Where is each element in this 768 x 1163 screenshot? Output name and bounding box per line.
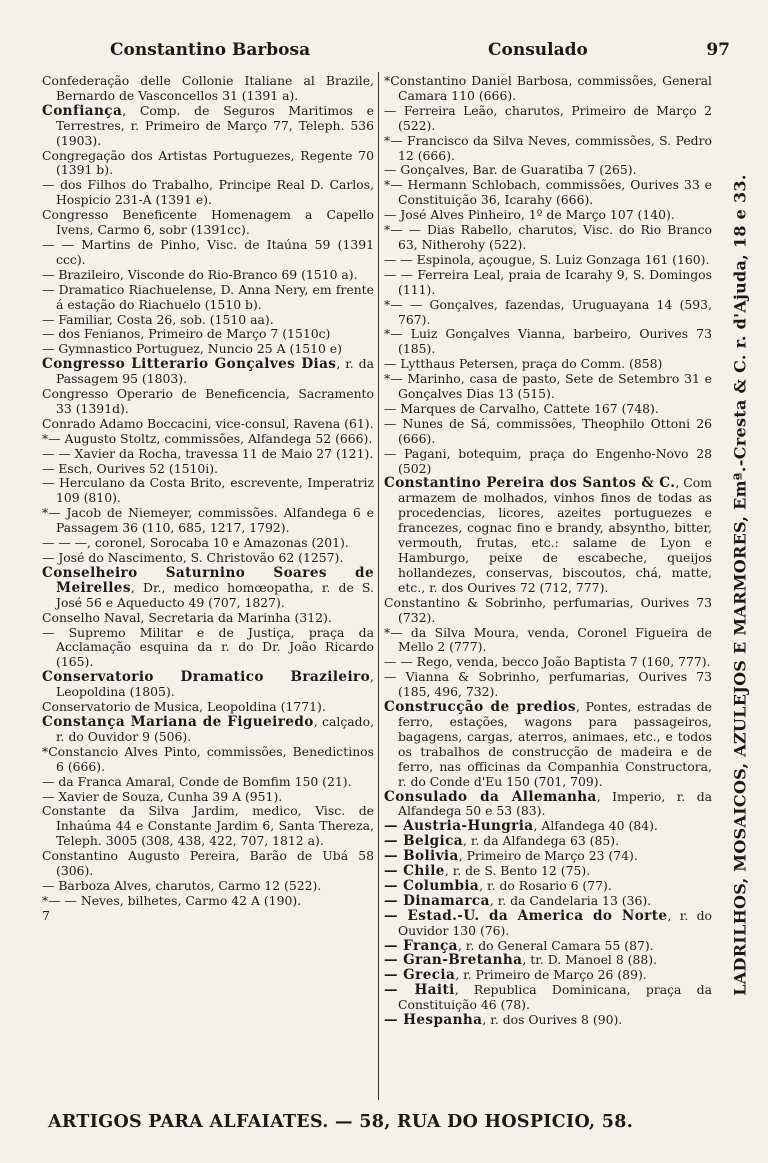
entry-name-bold: Confiança [42, 102, 123, 119]
directory-entry: — José do Nascimento, S. Christovão 62 (1257). [42, 550, 344, 565]
entry-detail: , Dr., medico homœopatha, r. de S. José 56 e Aqueducto 49 (707, 1827). [56, 579, 374, 610]
entry-detail: , r. dos Ourives 8 (90). [482, 1012, 623, 1028]
directory-entry: — Supremo Militar e de Justiça, praça da Acclamação esquina da r. do Dr. João Ricardo (165). [42, 624, 374, 670]
directory-entry [384, 1013, 712, 1028]
directory-entry: — — Xavier da Rocha, travessa 11 de Maio 27 (121). [42, 445, 374, 461]
directory-entry: — Nunes de Sá, commissões, Theophilo Ottoni 26 (666). [384, 415, 712, 446]
directory-entry: *Constancio Alves Pinto, commissões, Benedictinos 6 (666). [42, 743, 374, 774]
directory-entry: Constantino Augusto Pereira, Barão de Ubá 58 (306). [42, 848, 374, 879]
entry-detail: , r. do General Camara 55 (87). [457, 937, 654, 953]
directory-entry: *— Hermann Schlobach, commissões, Ourives 33 e Constituição 36, Icarahy (666). [384, 177, 712, 208]
page-number: 97 [706, 40, 730, 60]
directory-entry [384, 700, 712, 789]
entry-detail: , r. da Alfandega 63 (85). [462, 833, 620, 849]
entry-detail: , Primeiro de Março 23 (74). [458, 848, 638, 864]
entry-detail: , r. do Ouvidor 130 (76). [398, 907, 712, 938]
page-header [40, 36, 730, 66]
entry-detail: , Leopoldina (1805). [56, 669, 374, 700]
entry-detail: , calçado, r. do Ouvidor 9 (506). [56, 713, 375, 744]
directory-entry: — dos Fenianos, Primeiro de Março 7 (1510c) [42, 326, 331, 342]
directory-entry [42, 357, 374, 387]
entry-detail: , r. do Rosario 6 (77). [479, 877, 612, 893]
directory-entry: *— da Silva Moura, venda, Coronel Figueira de Mello 2 (777). [384, 624, 712, 655]
directory-entry [384, 968, 712, 983]
directory-entry: — Lytthaus Petersen, praça do Comm. (858) [384, 356, 663, 372]
directory-entry: — Brazileiro, Visconde do Rio-Branco 69 (1510 a). [42, 266, 358, 282]
directory-entry: — — Espinola, açougue, S. Luiz Gonzaga 161 (160). [384, 251, 710, 267]
directory-entry: Conservatorio de Musica, Leopoldina (1771). [42, 699, 326, 715]
entry-name-bold: — Chile [384, 863, 445, 880]
directory-entry: *Constantino Daniel Barbosa, commissões, General Camara 110 (666). [384, 73, 712, 103]
side-advertisement-text: LADRILHOS, MOSAICOS, AZULEJOS E MARMORES, Emª.-Cresta & C. r. d'Ajuda, 18 e 33. [730, 174, 750, 996]
directory-entry: *— — Dias Rabello, charutos, Visc. do Rio Branco 63, Nitherohy (522). [384, 222, 712, 252]
directory-entry: — Xavier de Souza, Cunha 39 A (951). [42, 788, 283, 804]
directory-entry [384, 953, 712, 968]
directory-entry [384, 939, 712, 954]
directory-entry [384, 894, 712, 909]
directory-entry: — Ferreira Leão, charutos, Primeiro de Março 2 (522). [384, 102, 712, 133]
footer-advertisement: ARTIGOS PARA ALFAIATES. — 58, RUA DO HOSPICIO, 58. [48, 1112, 634, 1132]
entry-detail: , r. da Passagem 95 (1803). [56, 356, 375, 387]
directory-entry [384, 476, 712, 595]
entry-name-bold: Conservatorio Dramatico Brazileiro [42, 669, 371, 686]
directory-entry [384, 983, 712, 1013]
directory-entry: — Pagani, botequim, praça do Engenho-Novo 28 (502) [384, 445, 712, 476]
entry-name-bold: — Hespanha [384, 1012, 483, 1029]
directory-entry: — — Ferreira Leal, praia de Icarahy 9, S. Domingos (111). [384, 266, 712, 297]
directory-entry [384, 834, 712, 849]
left-column [42, 74, 374, 924]
directory-entry [384, 790, 712, 820]
entry-detail: , Republica Dominicana, praça da Constituição 46 (78). [398, 982, 712, 1013]
directory-entry: *— Luiz Gonçalves Vianna, barbeiro, Ourives 73 (185). [384, 326, 712, 357]
directory-entry: *— Augusto Stoltz, commissões, Alfandega 52 (666). [42, 430, 373, 446]
entry-name-bold: — Bolivia [384, 848, 459, 865]
right-column [384, 74, 712, 1028]
entry-detail: , Comp. de Seguros Maritimos e Terrestres, r. Primeiro de Março 77, Teleph. 536 (1903). [56, 102, 374, 148]
directory-entry: *— — Neves, bilhetes, Carmo 42 A (190). [42, 892, 302, 908]
entry-detail: , tr. D. Manoel 8 (88). [522, 952, 658, 968]
directory-entry [384, 879, 712, 894]
directory-entry: Confederação delle Collonie Italiane al Brazile, Bernardo de Vasconcellos 31 (1391 a). [42, 73, 374, 103]
entry-name-bold: — Gran-Bretanha [384, 952, 523, 969]
directory-entry: — Dramatico Riachuelense, D. Anna Nery, em frente á estação do Riachuelo (1510 b). [42, 281, 374, 312]
directory-entry: *— Marinho, casa de pasto, Sete de Setembro 31 e Gonçalves Dias 13 (515). [384, 371, 712, 402]
directory-entry: 7 [42, 907, 50, 923]
directory-entry: — da Franca Amaral, Conde de Bomfim 150 (21). [42, 773, 352, 789]
directory-entry: *— — Gonçalves, fazendas, Uruguayana 14 (593, 767). [384, 296, 712, 327]
directory-entry: — Familiar, Costa 26, sob. (1510 aa). [42, 311, 274, 327]
directory-entry [384, 864, 712, 879]
directory-entry: Congresso Beneficente Homenagem a Capello Ivens, Carmo 6, sobr (1391cc). [42, 207, 374, 238]
entry-name-bold: — Estad.-U. da America do Norte [384, 907, 668, 924]
entry-name-bold: — Haiti [384, 982, 455, 999]
directory-entry: — Vianna & Sobrinho, perfumarias, Ourives 73 (185, 496, 732). [384, 669, 712, 700]
entry-detail: , r. Primeiro de Março 26 (89). [455, 967, 647, 983]
header-left-name: Constantino Barbosa [110, 40, 311, 60]
directory-entry: — Marques de Carvalho, Cattete 167 (748). [384, 400, 659, 416]
entry-detail: , Pontes, estradas de ferro, estações, wagons para passageiros, bagagens, cargas, aterros, animaes, etc., e todos os trabalhos de construcção de madeira e de ferro, nas officinas da Companhia Constructora, r. do Conde d'Eu 150 (701, 709). [398, 699, 712, 789]
directory-entry: — Herculano da Costa Brito, escrevente, Imperatriz 109 (810). [42, 475, 374, 506]
directory-entry: — José Alves Pinheiro, 1º de Março 107 (140). [384, 207, 675, 223]
entry-name-bold: Congresso Litterario Gonçalves Dias [42, 356, 337, 373]
directory-entry [42, 670, 374, 700]
entry-name-bold: Constança Mariana de Figueiredo [42, 713, 314, 730]
directory-entry: — — Rego, venda, becco João Baptista 7 (160, 777). [384, 654, 711, 670]
entry-name-bold: — Dinamarca [384, 892, 490, 909]
directory-entry: Congregação dos Artistas Portuguezes, Regente 70 (1391 b). [42, 147, 374, 178]
directory-entry [42, 104, 374, 149]
entry-name-bold: Construcção de predios [384, 699, 576, 716]
directory-entry: — — —, coronel, Sorocaba 10 e Amazonas (201). [42, 535, 349, 551]
entry-name-bold: — Columbia [384, 877, 480, 894]
entry-detail: , r. da Candelaria 13 (36). [489, 892, 652, 908]
directory-entry: Conselho Naval, Secretaria da Marinha (312). [42, 609, 332, 625]
directory-entry: Congresso Operario de Beneficencia, Sacramento 33 (1391d). [42, 386, 374, 416]
entry-detail: , r. de S. Bento 12 (75). [444, 863, 591, 879]
directory-entry [384, 909, 712, 939]
directory-entry: — Gymnastico Portuguez, Nuncio 25 A (1510 e) [42, 341, 342, 357]
side-advertisement [718, 70, 762, 1100]
entry-name-bold: — Belgica [384, 833, 463, 850]
directory-entry [384, 819, 712, 834]
directory-entry: Conrado Adamo Boccacini, vice-consul, Ravena (61). [42, 415, 374, 431]
entry-name-bold: Consulado da Allemanha [384, 788, 597, 805]
column-divider [378, 72, 379, 1100]
directory-entry: — Barboza Alves, charutos, Carmo 12 (522). [42, 877, 322, 893]
entry-name-bold: — Grecia [384, 967, 456, 984]
entry-detail: , Com armazem de molhados, vinhos finos de todas as procedencias, licores, azeites portuguezes e francezes, cognac fino e brandy, absyntho, bitter, vermouth, frutas, etc.: salame de Lyon e Hamburgo, peixe de escabeche, queijos hollandezes, conservas, biscoutos, chá, matte, etc., r. dos Ourives 72 (712, 777). [398, 475, 712, 595]
directory-entry [42, 566, 374, 611]
entry-name-bold: Conselheiro Saturnino Soares de Meirelles [42, 564, 374, 596]
entry-detail: , Imperio, r. da Alfandega 50 e 53 (83). [398, 788, 713, 819]
directory-entry: *— Jacob de Niemeyer, commissões. Alfandega 6 e Passagem 36 (110, 685, 1217, 1792). [42, 505, 374, 536]
directory-entry [384, 849, 712, 864]
directory-entry: Constante da Silva Jardim, medico, Visc. de Inhaúma 44 e Constante Jardim 6, Santa Thereza, Teleph. 3005 (308, 438, 422, 707, 1812 a). [42, 803, 374, 849]
directory-entry: — — Martins de Pinho, Visc. de Itaúna 59 (1391 ccc). [42, 236, 374, 267]
entry-name-bold: — Austria-Hungria [384, 818, 534, 835]
directory-entry: Constantino & Sobrinho, perfumarias, Ourives 73 (732). [384, 594, 712, 625]
entry-detail: , Alfandega 40 (84). [533, 818, 658, 834]
directory-entry [42, 715, 374, 745]
directory-entry: *— Francisco da Silva Neves, commissões, S. Pedro 12 (666). [384, 132, 712, 163]
directory-entry: — Gonçalves, Bar. de Guaratiba 7 (265). [384, 162, 637, 178]
directory-entry: — Esch, Ourives 52 (1510i). [42, 460, 218, 476]
entry-name-bold: — França [384, 937, 458, 954]
entry-name-bold: Constantino Pereira dos Santos & C. [384, 475, 676, 492]
header-section: Consulado [488, 40, 588, 60]
directory-entry: — dos Filhos do Trabalho, Principe Real D. Carlos, Hospicio 231-A (1391 e). [42, 177, 374, 208]
